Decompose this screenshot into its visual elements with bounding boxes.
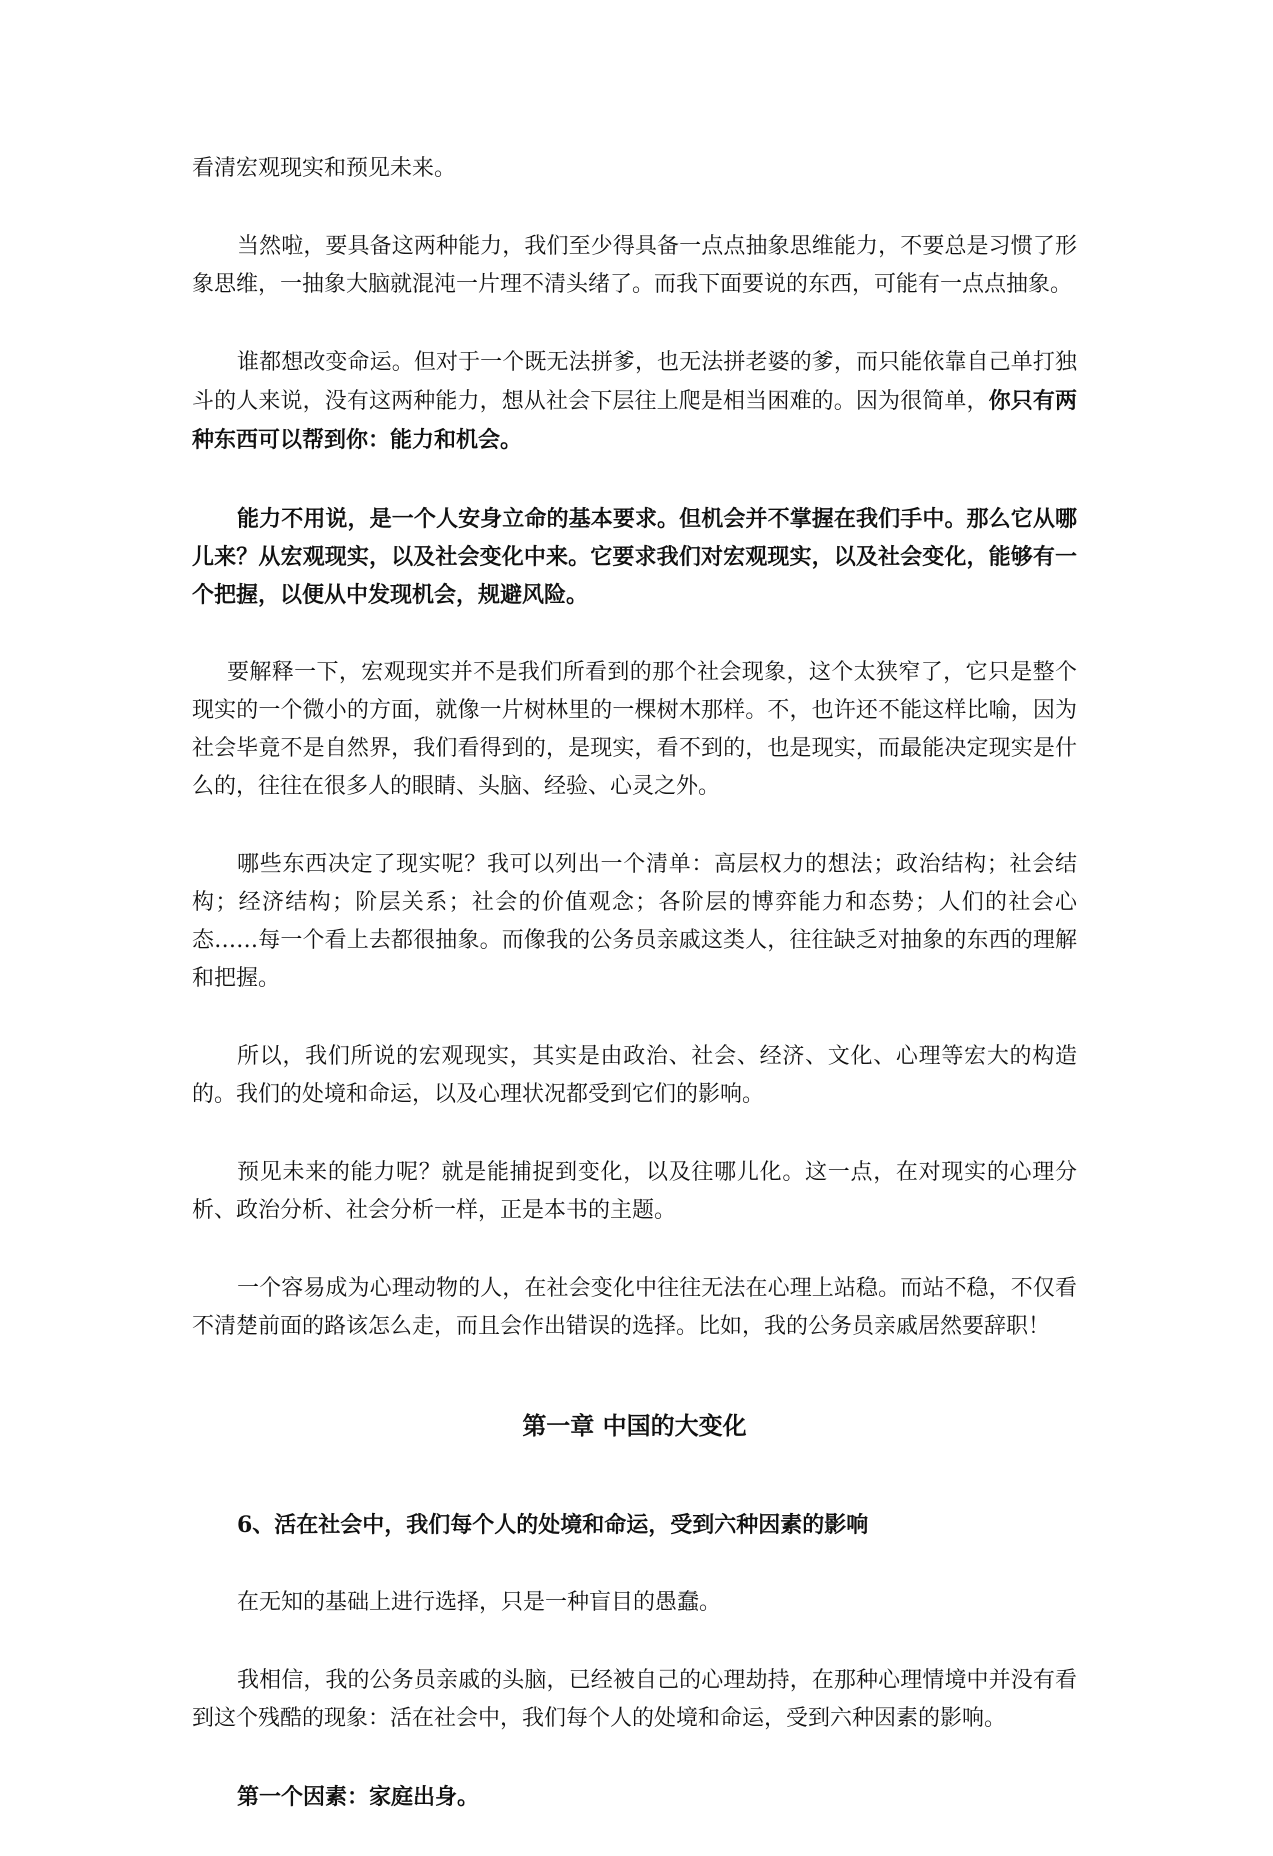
paragraph-3 (192, 344, 1077, 460)
section-title: 6、活在社会中，我们每个人的处境和命运，受到六种因素的影响 (237, 1512, 869, 1538)
paragraph-2: 当然啦，要具备这两种能力，我们至少得具备一点点抽象思维能力，不要总是习惯了形象思维，一抽象大脑就混沌一片理不清头绪了。而我下面要说的东西，可能有一点点抽象。 (192, 234, 1077, 297)
paragraph-7: 所以，我们所说的宏观现实，其实是由政治、社会、经济、文化、心理等宏大的构造的。我们的处境和命运，以及心理状况都受到它们的影响。 (192, 1044, 1077, 1107)
paragraph-5: 要解释一下，宏观现实并不是我们所看到的那个社会现象，这个太狭窄了，它只是整个现实的一个微小的方面，就像一片树林里的一棵树木那样。不，也许还不能这样比喻，因为社会毕竟不是自然界，我们看得到的，是现实，看不到的，也是现实，而最能决定现实是什么的，往往在很多人的眼睛、头脑、经验、心灵之外。 (192, 660, 1077, 799)
paragraph-6: 哪些东西决定了现实呢？我可以列出一个清单：高层权力的想法；政治结构；社会结构；经济结构；阶层关系；社会的价值观念；各阶层的博弈能力和态势；人们的社会心态……每一个看上去都很抽象。而像我的公务员亲戚这类人，往往缺乏对抽象的东西的理解和把握。 (192, 852, 1077, 991)
paragraph-12-bold: 第一个因素：家庭出身。 (237, 1784, 480, 1810)
paragraph-10: 在无知的基础上进行选择，只是一种盲目的愚蠢。 (237, 1590, 722, 1615)
paragraph-1: 看清宏观现实和预见未来。 (192, 156, 457, 181)
paragraph-3-bold: 你只有两种东西可以帮到你：能力和机会。 (192, 388, 1077, 453)
paragraph-3-text: 谁都想改变命运。但对于一个既无法拼爹，也无法拼老婆的爹，而只能依靠自己单打独斗的人来说，没有这两种能力，想从社会下层往上爬是相当困难的。因为很简单， (192, 350, 1077, 414)
chapter-title: 第一章 中国的大变化 (522, 1411, 747, 1440)
paragraph-8: 预见未来的能力呢？就是能捕捉到变化，以及往哪儿化。这一点，在对现实的心理分析、政治分析、社会分析一样，正是本书的主题。 (192, 1160, 1077, 1223)
paragraph-4-bold: 能力不用说，是一个人安身立命的基本要求。但机会并不掌握在我们手中。那么它从哪儿来？从宏观现实，以及社会变化中来。它要求我们对宏观现实，以及社会变化，能够有一个把握，以便从中发现机会，规避风险。 (192, 506, 1077, 608)
paragraph-9: 一个容易成为心理动物的人，在社会变化中往往无法在心理上站稳。而站不稳，不仅看不清楚前面的路该怎么走，而且会作出错误的选择。比如，我的公务员亲戚居然要辞职！ (192, 1276, 1077, 1339)
document-page (192, 150, 1077, 1856)
paragraph-11: 我相信，我的公务员亲戚的头脑，已经被自己的心理劫持，在那种心理情境中并没有看到这个残酷的现象：活在社会中，我们每个人的处境和命运，受到六种因素的影响。 (192, 1668, 1077, 1731)
